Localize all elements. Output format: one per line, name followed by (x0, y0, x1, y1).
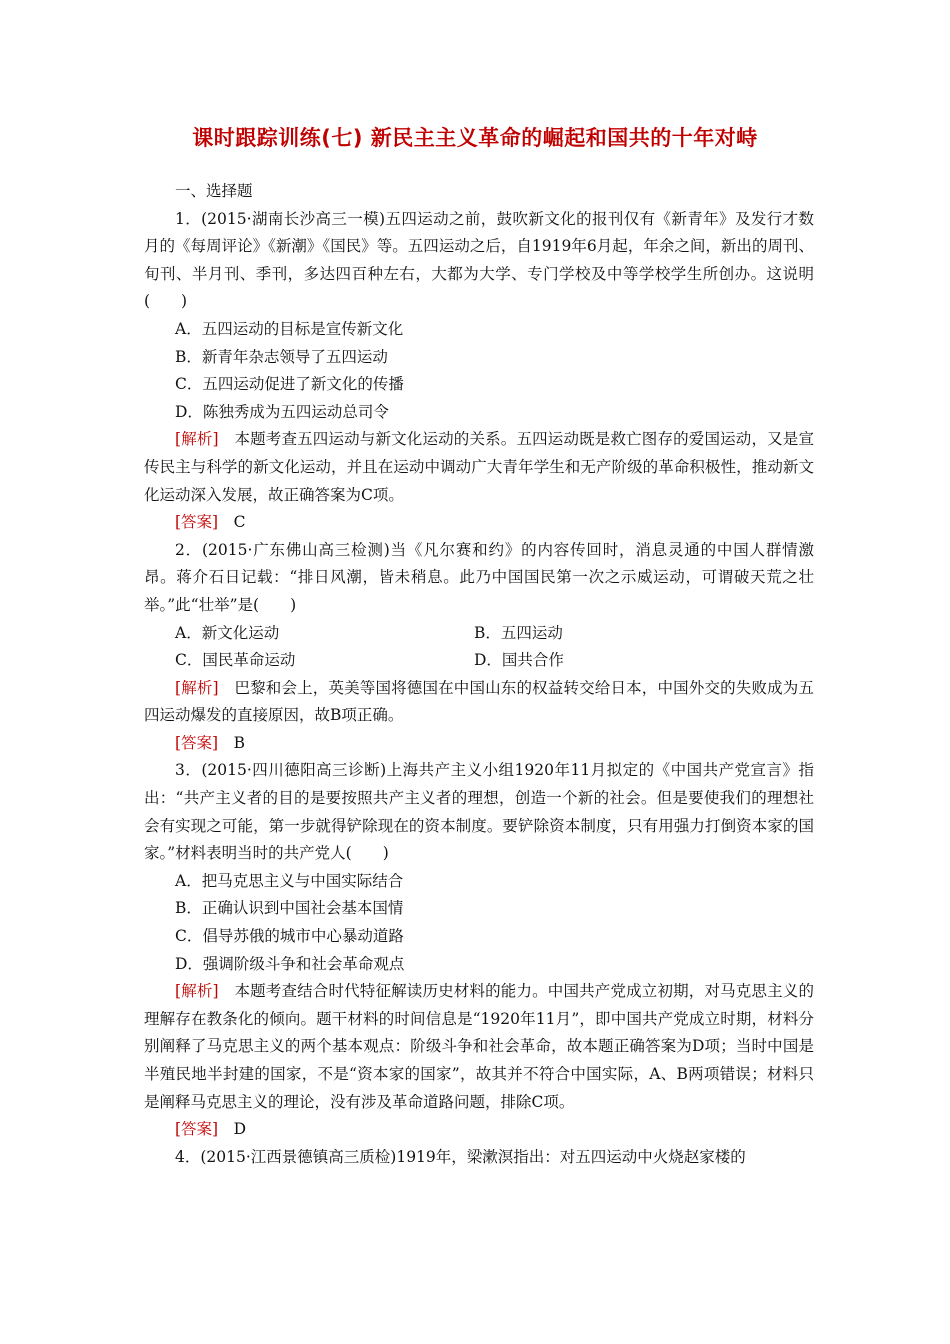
page-title: 课时跟踪训练(七) 新民主主义革命的崛起和国共的十年对峙 (192, 126, 758, 150)
option-d: D．强调阶级斗争和社会革命观点 (175, 954, 405, 973)
option-b: B．五四运动 (474, 623, 563, 642)
answer-label: [答案] (175, 1120, 219, 1139)
option-a: A．新文化运动 (175, 623, 280, 642)
analysis-paragraph (144, 675, 814, 730)
answer-label: [答案] (175, 733, 219, 752)
analysis-label: [解析] (175, 430, 219, 449)
analysis-text: 本题考查结合时代特征解读历史材料的能力。中国共产党成立初期，对马克思主义的理解存在教条化的倾向。题干材料的时间信息是“1920年11月”，即中国共产党成立时期，材料分别阐释了马克思主义的两个基本观点：阶级斗争和社会革命，故本题正确答案为D项；当时中国是半殖民地半封建的国家，不是“资本家的国家”，故其并不符合中国实际，A、B两项错误；材料只是阐释马克思主义的理论，没有涉及革命道路问题，排除C项。 (144, 982, 814, 1111)
answer-label: [答案] (175, 513, 219, 532)
question-stem: 1．(2015·湖南长沙高三一模)五四运动之前，鼓吹新文化的报刊仅有《新青年》及发行才数月的《每周评论》《新潮》《国民》等。五四运动之后，自1919年6月起，年余之间，新出的周刊、旬刊、半月刊、季刊，多达四百种左右，大都为大学、专门学校及中等学校学生所创办。这说明( ) (144, 209, 814, 311)
question-stem: 3．(2015·四川德阳高三诊断)上海共产主义小组1920年11月拟定的《中国共产党宣言》指出：“共产主义者的目的是要按照共产主义者的理想，创造一个新的社会。但是要使我们的理想社会有实现之可能，第一步就得铲除现在的资本制度。要铲除资本制度，只有用强力打倒资本家的国家。”材料表明当时的共产党人( ) (144, 761, 814, 863)
answer-value: D (233, 1120, 247, 1139)
analysis-label: [解析] (175, 678, 219, 697)
section-heading: 一、选择题 (175, 182, 253, 200)
option-c: C．五四运动促进了新文化的传播 (175, 375, 404, 394)
answer-paragraph (144, 730, 814, 758)
analysis-label: [解析] (175, 982, 219, 1001)
option-b: B．新青年杂志领导了五四运动 (175, 347, 388, 366)
options-row (144, 647, 814, 675)
question-stem: 4．(2015·江西景德镇高三质检)1919年，梁漱溟指出：对五四运动中火烧赵家楼的 (175, 1147, 746, 1166)
option-d: D．国共合作 (474, 651, 564, 670)
answer-paragraph (144, 1116, 814, 1144)
option-d: D．陈独秀成为五四运动总司令 (175, 402, 389, 421)
option-c: C．国民革命运动 (175, 651, 296, 670)
analysis-paragraph (144, 978, 814, 1116)
answer-value: B (233, 733, 246, 752)
option-a: A．五四运动的目标是宣传新文化 (175, 319, 404, 338)
options-row (144, 620, 814, 648)
option-c: C．倡导苏俄的城市中心暴动道路 (175, 927, 404, 946)
analysis-paragraph (144, 426, 814, 509)
analysis-text: 本题考查五四运动与新文化运动的关系。五四运动既是救亡图存的爱国运动，又是宣传民主与科学的新文化运动，并且在运动中调动广大青年学生和无产阶级的革命积极性，推动新文化运动深入发展，故正确答案为C项。 (144, 430, 814, 504)
analysis-text: 巴黎和会上，英美等国将德国在中国山东的权益转交给日本，中国外交的失败成为五四运动爆发的直接原因，故B项正确。 (144, 678, 814, 725)
question-stem: 2．(2015·广东佛山高三检测)当《凡尔赛和约》的内容传回时，消息灵通的中国人群情激昂。蒋介石日记载：“排日风潮，皆未稍息。此乃中国国民第一次之示威运动，可谓破天荒之壮举。”此“壮举”是( ) (144, 540, 814, 614)
answer-paragraph (144, 509, 814, 537)
document-body (144, 178, 814, 1171)
option-a: A．把马克思主义与中国实际结合 (175, 871, 404, 890)
option-b: B．正确认识到中国社会基本国情 (175, 899, 404, 918)
answer-value: C (233, 513, 246, 532)
